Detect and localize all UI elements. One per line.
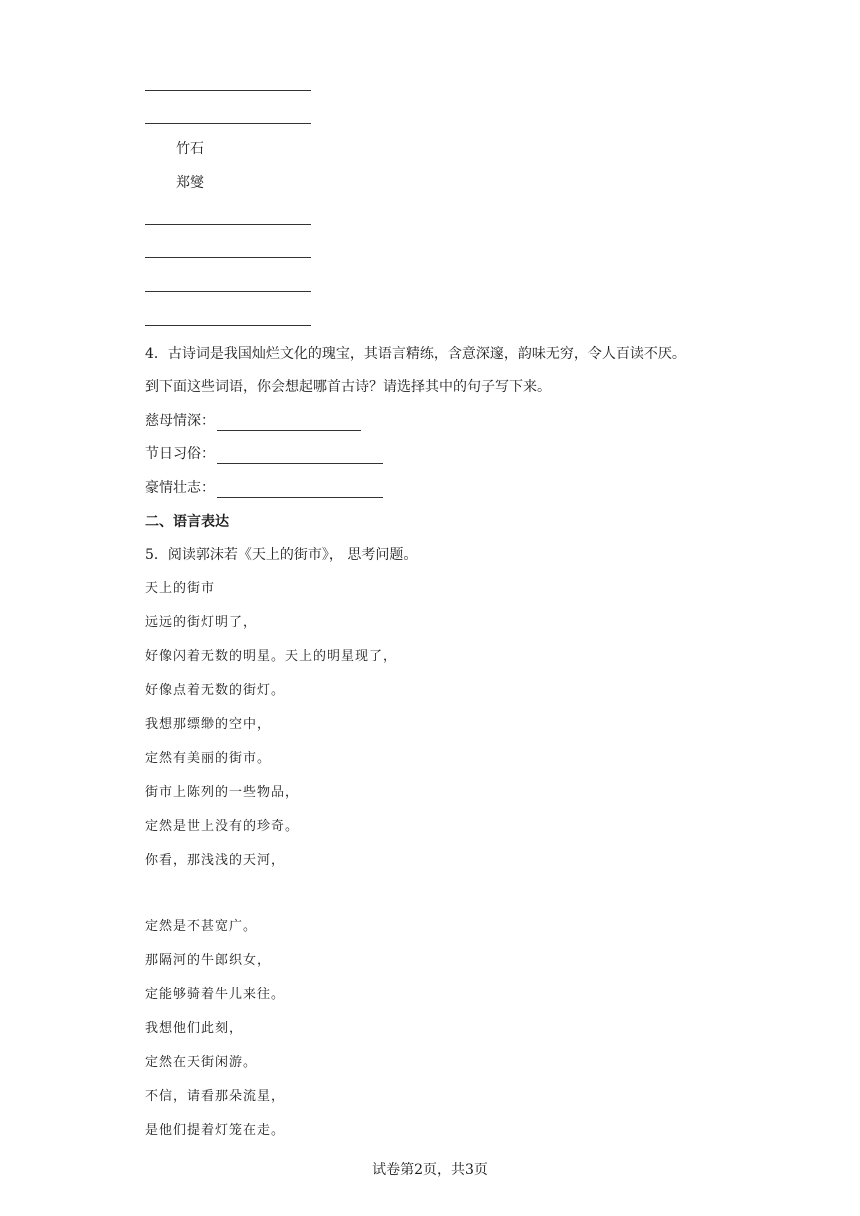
poem-line: 定能够骑着牛儿来往。 (145, 987, 286, 1002)
question-5-intro: 5．阅读郭沫若《天上的街市》， 思考问题。 (145, 547, 418, 563)
poem-line: 你看，那浅浅的天河， (145, 853, 286, 868)
poem-title: 竹石 (176, 141, 204, 157)
question-4-item (145, 478, 383, 498)
poem-line: 远远的街灯明了， (145, 615, 258, 630)
poem-line: 我想他们此刻， (145, 1021, 244, 1036)
poem-line: 定然在天街闲游。 (145, 1055, 258, 1070)
poem-author: 郑燮 (176, 175, 204, 191)
item-label: 节日习俗： (145, 446, 215, 462)
item-label: 豪情壮志： (145, 480, 215, 496)
answer-blank[interactable] (217, 482, 383, 498)
answer-blank-line[interactable] (145, 224, 311, 225)
poem-line: 定然是不甚宽广。 (145, 919, 258, 934)
answer-blank-line[interactable] (145, 123, 311, 124)
poem-line: 天上的街市 (145, 581, 216, 596)
poem-line: 好像闪着无数的明星。天上的明星现了， (145, 649, 398, 664)
poem-line: 我想那缥缈的空中， (145, 717, 272, 732)
question-4-intro: 4．古诗词是我国灿烂文化的瑰宝，其语言精练，含意深邃，韵味无穷，令人百读不厌。 (145, 346, 686, 362)
poem-line: 街市上陈列的一些物品， (145, 785, 300, 800)
poem-line: 定然是世上没有的珍奇。 (145, 819, 300, 834)
poem-line: 不信，请看那朵流星， (145, 1089, 286, 1104)
poem-line: 是他们提着灯笼在走。 (145, 1123, 286, 1138)
answer-blank[interactable] (217, 415, 361, 431)
answer-blank-line[interactable] (145, 90, 311, 91)
answer-blank-line[interactable] (145, 257, 311, 258)
item-label: 慈母情深： (145, 413, 215, 429)
answer-blank-line[interactable] (145, 325, 311, 326)
question-4-prompt: 到下面这些词语，你会想起哪首古诗？请选择其中的句子写下来。 (145, 379, 551, 395)
poem-line: 好像点着无数的街灯。 (145, 683, 286, 698)
poem-line: 那隔河的牛郎织女， (145, 953, 272, 968)
answer-blank-line[interactable] (145, 291, 311, 292)
question-4-item (145, 444, 383, 464)
answer-blank[interactable] (217, 448, 383, 464)
page-footer: 试卷第2页，共3页 (372, 1162, 488, 1178)
question-4-item (145, 411, 361, 431)
poem-line: 定然有美丽的街市。 (145, 751, 272, 766)
section-heading: 二、语言表达 (145, 514, 229, 530)
